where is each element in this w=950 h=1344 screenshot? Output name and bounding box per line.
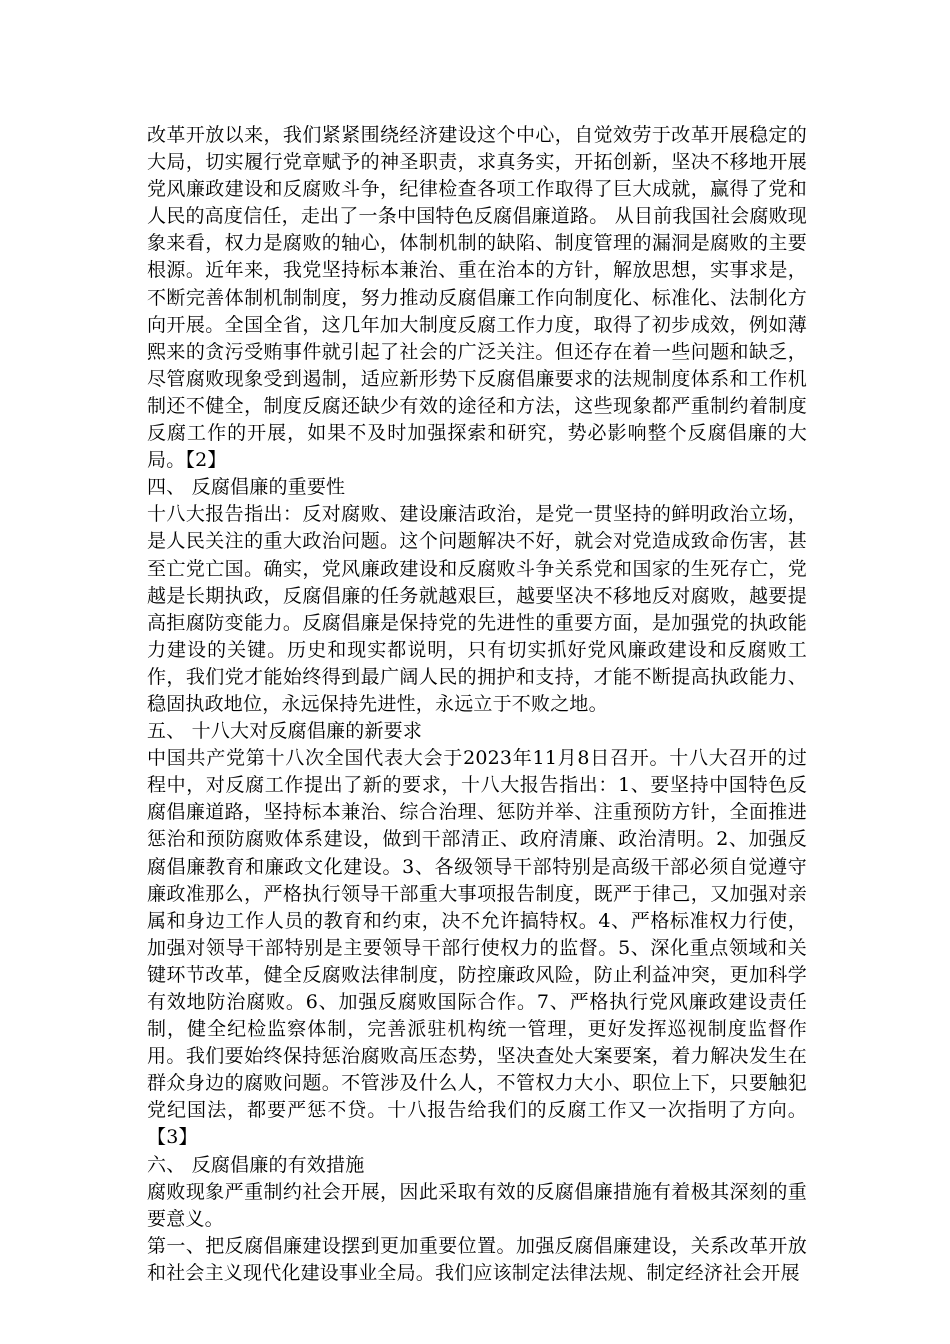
document-body <box>147 122 807 1287</box>
paragraph-new-requirements: 中国共产党第十八次全国代表大会于2023年11月8日召开。十八大召开的过程中，对反腐工作提出了新的要求，十八大报告指出：1、要坚持中国特色反腐倡廉道路，坚持标本兼治、综合治理、惩防并举、注重预防方针，全面推进惩治和预防腐败体系建设，做到干部清正、政府清廉、政治清明。2、加强反腐倡廉教育和廉政文化建设。3、各级领导干部特别是高级干部必须自觉遵守廉政准那么，严格执行领导干部重大事项报告制度，既严于律己，又加强对亲属和身边工作人员的教育和约束，决不允许搞特权。4、严格标准权力行使，加强对领导干部特别是主要领导干部行使权力的监督。5、深化重点领域和关键环节改革，健全反腐败法律制度，防控廉政风险，防止利益冲突，更加科学有效地防治腐败。6、加强反腐败国际合作。7、严格执行党风廉政建设责任制，健全纪检监察体制，完善派驻机构统一管理，更好发挥巡视制度监督作用。我们要始终保持惩治腐败高压态势，坚决查处大案要案，着力解决发生在群众身边的腐败问题。不管涉及什么人，不管权力大小、职位上下，只要触犯党纪国法，都要严惩不贷。十八报告给我们的反腐工作又一次指明了方向。【3】 <box>147 747 807 1149</box>
section-heading-4: 四、 反腐倡廉的重要性 <box>147 476 346 499</box>
paragraph-measure-first: 第一、把反腐倡廉建设摆到更加重要位置。加强反腐倡廉建设，关系改革开放和社会主义现代化建设事业全局。我们应该制定法律法规、制定经济社会开展 <box>147 1234 807 1284</box>
section-heading-5: 五、 十八大对反腐倡廉的新要求 <box>147 720 423 743</box>
paragraph-intro: 改革开放以来，我们紧紧围绕经济建设这个中心，自觉效劳于改革开展稳定的大局，切实履行党章赋予的神圣职责，求真务实，开拓创新，坚决不移地开展党风廉政建设和反腐败斗争，纪律检查各项工作取得了巨大成就，赢得了党和人民的高度信任，走出了一条中国特色反腐倡廉道路。 从目前我国社会腐败现象来看，权力是腐败的轴心，体制机制的缺陷、制度管理的漏洞是腐败的主要根源。近年来，我党坚持标本兼治、重在治本的方针，解放思想，实事求是，不断完善体制机制制度，努力推动反腐倡廉工作向制度化、标准化、法制化方向开展。全国全省，这几年加大制度反腐工作力度，取得了初步成效，例如薄熙来的贪污受贿事件就引起了社会的广泛关注。但还存在着一些问题和缺乏，尽管腐败现象受到遏制，适应新形势下反腐倡廉要求的法规制度体系和工作机制还不健全，制度反腐还缺少有效的途径和方法，这些现象都严重制约着制度反腐工作的开展，如果不及时加强探索和研究，势必影响整个反腐倡廉的大局。【2】 <box>147 124 807 472</box>
paragraph-importance: 十八大报告指出：反对腐败、建设廉洁政治，是党一贯坚持的鲜明政治立场，是人民关注的重大政治问题。这个问题解决不好，就会对党造成致命伤害，甚至亡党亡国。确实，党风廉政建设和反腐败斗争关系党和国家的生死存亡，党越是长期执政，反腐倡廉的任务就越艰巨，越要坚决不移地反对腐败，越要提高拒腐防变能力。反腐倡廉是保持党的先进性的重要方面，是加强党的执政能力建设的关键。历史和现实都说明，只有切实抓好党风廉政建设和反腐败工作，我们党才能始终得到最广阔人民的拥护和支持，才能不断提高执政能力、稳固执政地位，永远保持先进性，永远立于不败之地。 <box>147 503 807 715</box>
paragraph-measures-intro: 腐败现象严重制约社会开展，因此采取有效的反腐倡廉措施有着极其深刻的重要意义。 <box>147 1180 807 1230</box>
section-heading-6: 六、 反腐倡廉的有效措施 <box>147 1153 365 1176</box>
